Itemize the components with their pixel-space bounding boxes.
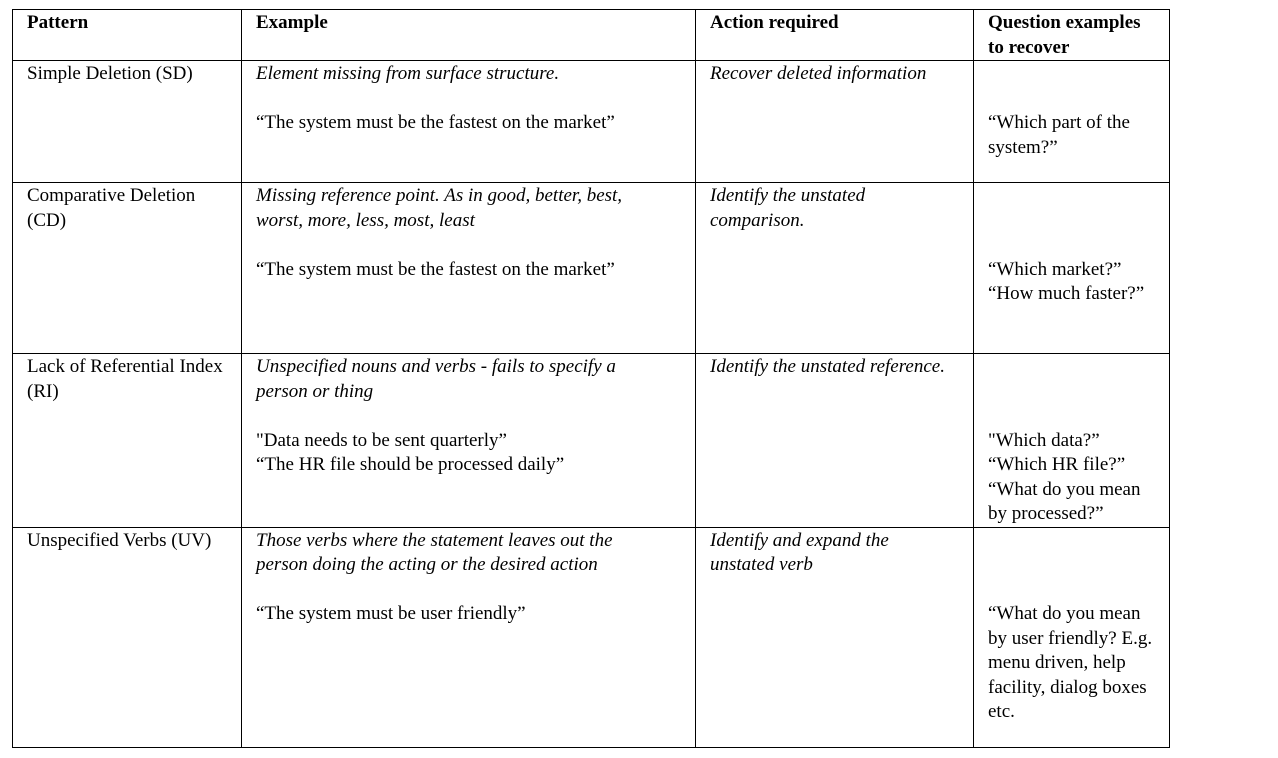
table-row <box>13 527 1170 747</box>
header-question-examples: Question examples to recover <box>974 10 1170 61</box>
question-cell: “Which market?” “How much faster?” <box>974 183 1170 354</box>
meta-model-patterns-table <box>12 9 1170 748</box>
table-row <box>13 354 1170 528</box>
action-cell: Identify the unstated reference. <box>696 354 974 528</box>
pattern-cell: Lack of Referential Index (RI) <box>13 354 242 528</box>
example-cell: Unspecified nouns and verbs - fails to specify a person or thing "Data needs to be sent quarterly” “The HR file should be processed daily” <box>242 354 696 528</box>
header-action-required: Action required <box>696 10 974 61</box>
table-row <box>13 61 1170 183</box>
header-example: Example <box>242 10 696 61</box>
question-cell: “What do you mean by user friendly? E.g. menu driven, help facility, dialog boxes etc. <box>974 527 1170 747</box>
pattern-cell: Unspecified Verbs (UV) <box>13 527 242 747</box>
action-cell: Identify and expand the unstated verb <box>696 527 974 747</box>
table-row <box>13 183 1170 354</box>
header-row <box>13 10 1170 61</box>
action-cell: Identify the unstated comparison. <box>696 183 974 354</box>
question-cell: “Which part of the system?” <box>974 61 1170 183</box>
header-pattern: Pattern <box>13 10 242 61</box>
action-cell: Recover deleted information <box>696 61 974 183</box>
example-cell: Element missing from surface structure. “The system must be the fastest on the market” <box>242 61 696 183</box>
pattern-cell: Comparative Deletion (CD) <box>13 183 242 354</box>
question-cell: "Which data?” “Which HR file?” “What do you mean by processed?” <box>974 354 1170 528</box>
example-cell: Missing reference point. As in good, better, best, worst, more, less, most, least “The system must be the fastest on the market” <box>242 183 696 354</box>
example-cell: Those verbs where the statement leaves out the person doing the acting or the desired action “The system must be user friendly” <box>242 527 696 747</box>
pattern-cell: Simple Deletion (SD) <box>13 61 242 183</box>
